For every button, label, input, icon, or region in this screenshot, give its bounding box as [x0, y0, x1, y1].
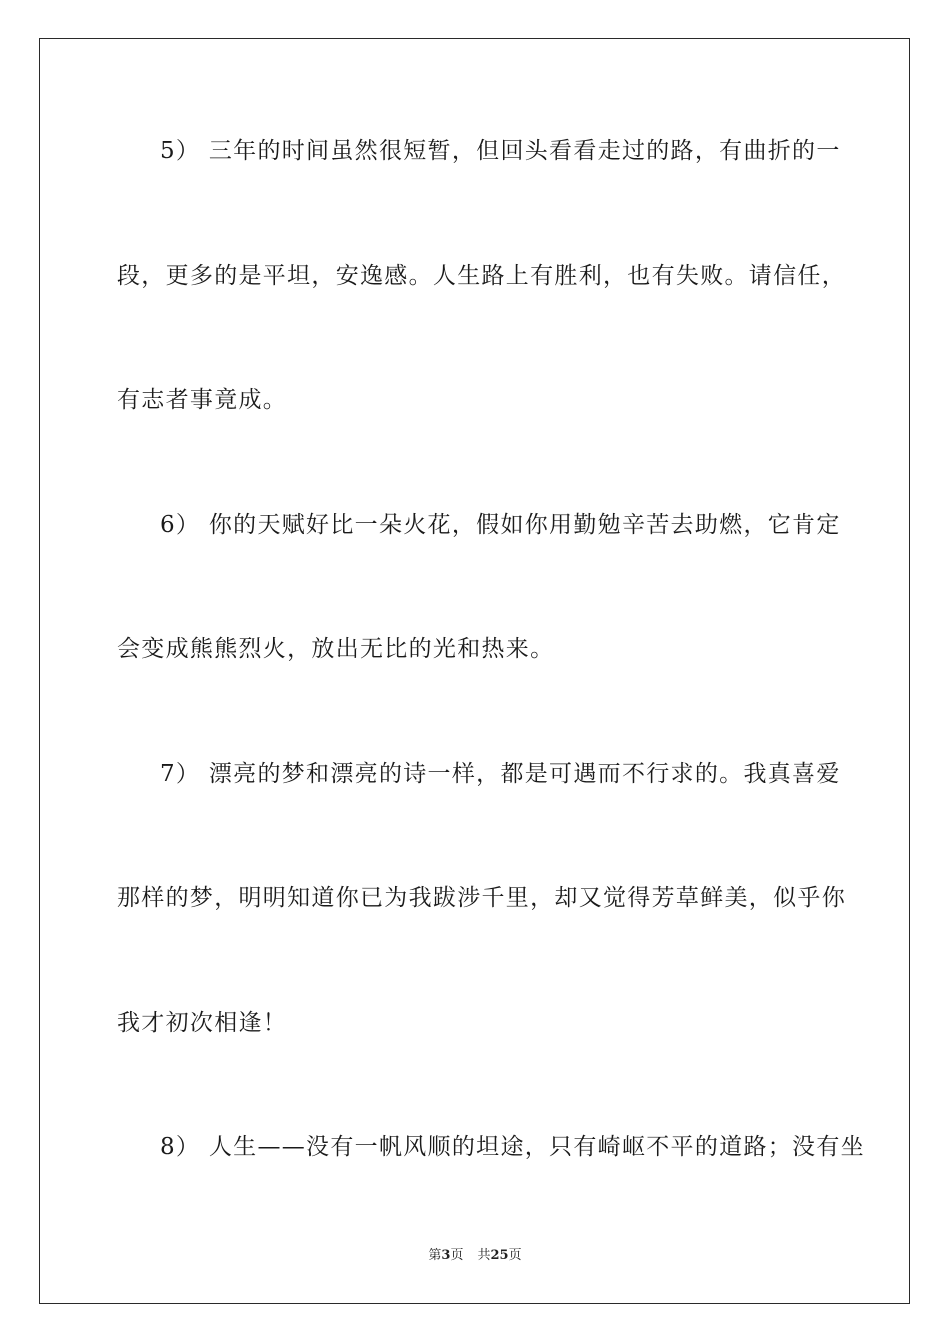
text-line: 段，更多的是平坦，安逸感。人生路上有胜利，也有失败。请信任， [117, 263, 846, 289]
total-prefix: 共 [477, 1248, 491, 1263]
page-number: 3 [441, 1248, 451, 1263]
text-line: 6） 你的天赋好比一朵火花，假如你用勤勉辛苦去助燃，它肯定 [160, 512, 841, 538]
text-line: 5） 三年的时间虽然很短暂，但回头看看走过的路，有曲折的一 [160, 138, 841, 164]
text-line: 那样的梦，明明知道你已为我跋涉千里，却又觉得芳草鲜美，似乎你 [117, 885, 846, 911]
total-pages: 25 [490, 1248, 509, 1263]
text-line: 有志者事竟成。 [117, 387, 288, 413]
page-suffix: 页 [450, 1248, 464, 1263]
page-frame [39, 38, 910, 1304]
page-prefix: 第 [428, 1248, 442, 1263]
text-line: 7） 漂亮的梦和漂亮的诗一样，都是可遇而不行求的。我真喜爱 [160, 761, 841, 787]
text-line: 会变成熊熊烈火，放出无比的光和热来。 [117, 636, 555, 662]
text-line: 8） 人生——没有一帆风顺的坦途，只有崎岖不平的道路；没有坐 [160, 1134, 865, 1160]
page-footer [0, 1247, 950, 1265]
text-line: 我才初次相逢！ [117, 1010, 288, 1036]
total-suffix: 页 [508, 1248, 522, 1263]
